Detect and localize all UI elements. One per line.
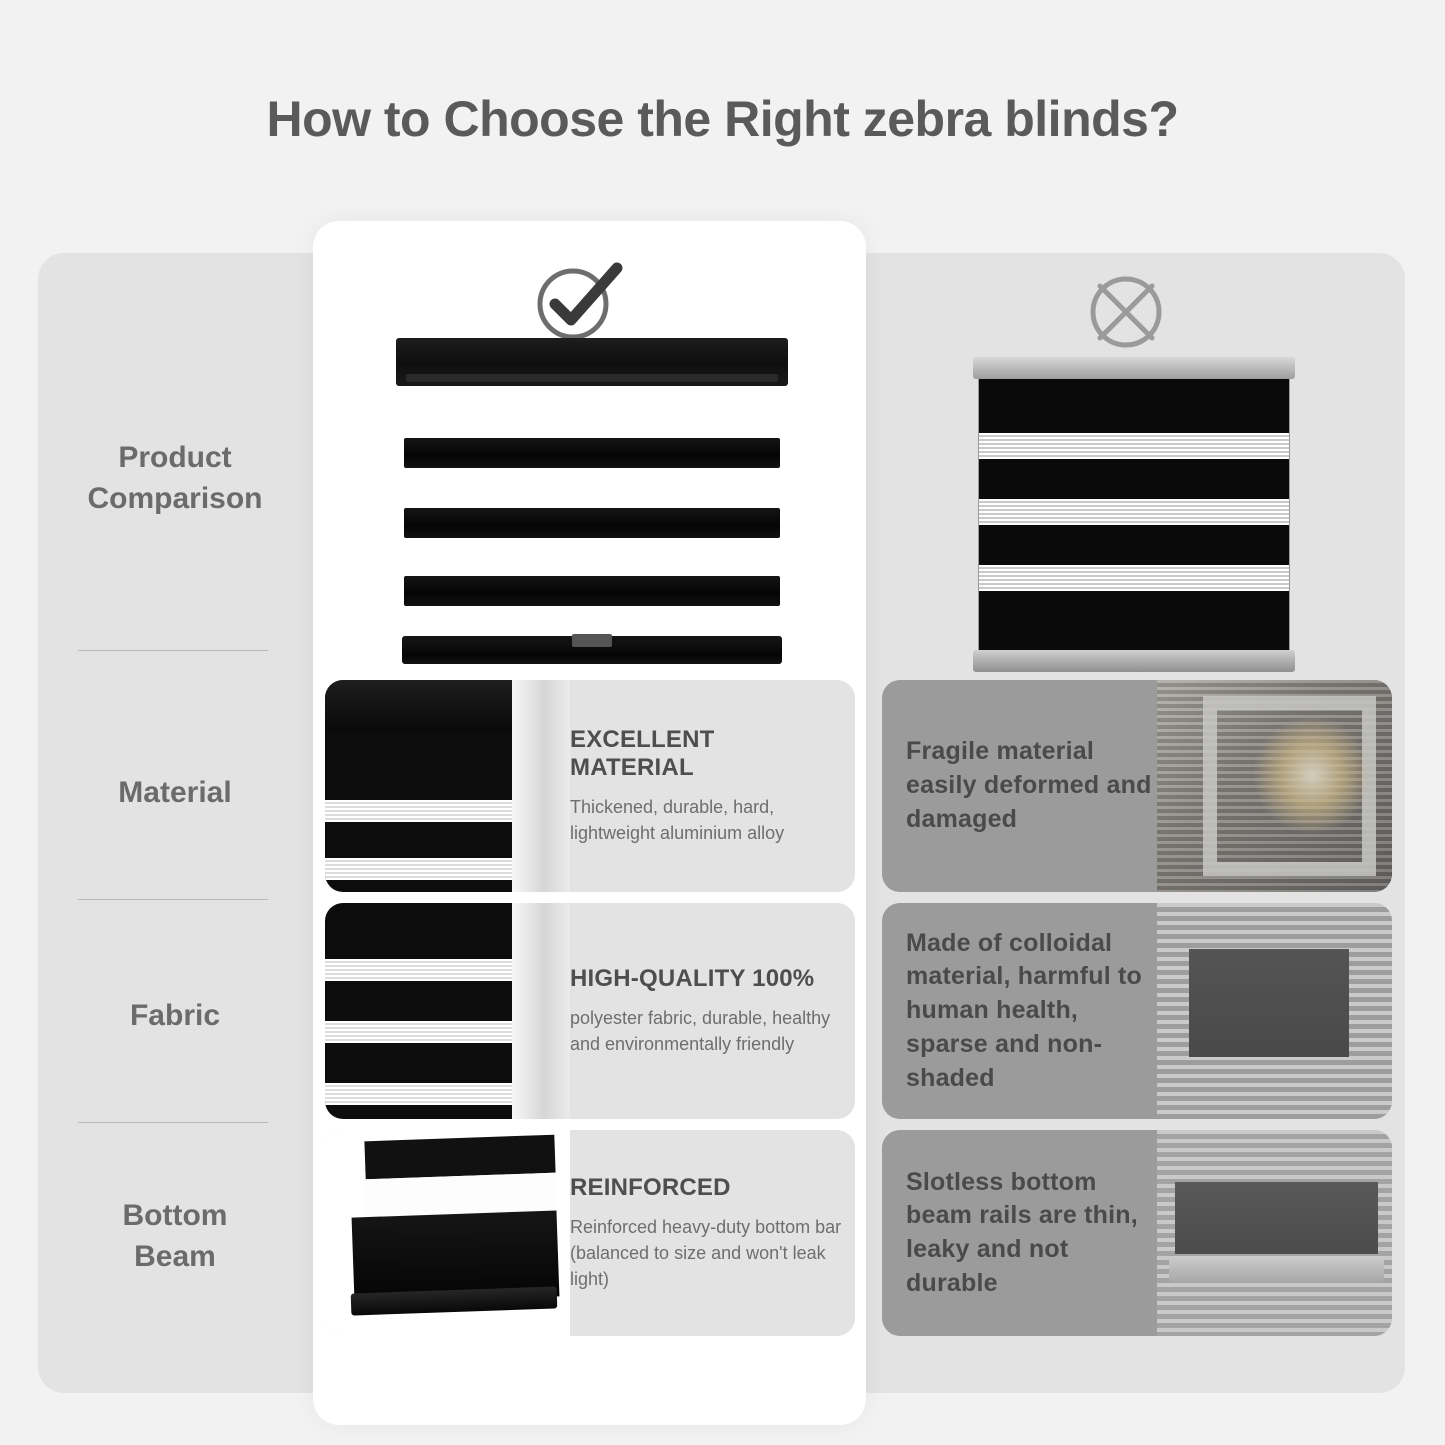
sheer-band — [979, 433, 1289, 459]
card-text — [570, 903, 845, 1119]
sheer-stripe — [325, 1021, 515, 1043]
bad-product-image — [978, 370, 1290, 657]
card-text — [906, 903, 1161, 1119]
card-text — [570, 1130, 845, 1336]
material-photo — [325, 680, 570, 892]
card-text — [906, 1130, 1161, 1336]
rail-divider — [78, 650, 268, 651]
row-label-material: Material — [118, 776, 232, 809]
card-heading: Fragile material easily deformed and damaged — [906, 737, 1152, 833]
blind-section — [364, 1135, 555, 1180]
sheer-band — [979, 499, 1289, 525]
sheer-stripe — [325, 858, 515, 880]
headrail — [396, 338, 788, 386]
blind-closeup — [325, 680, 515, 892]
fabric-photo — [325, 903, 570, 1119]
cross-icon — [1087, 273, 1165, 351]
card-heading: Slotless bottom beam rails are thin, leaky and not durable — [906, 1167, 1138, 1297]
card-body: Reinforced heavy-duty bottom bar (balanced to size and won't leak light) — [570, 1216, 842, 1290]
photo-scrim — [1157, 680, 1392, 892]
window-frame — [512, 680, 570, 892]
good-product-image — [396, 338, 788, 668]
rail-divider — [78, 1122, 268, 1123]
blind-slat — [404, 576, 780, 606]
photo-scrim — [1157, 903, 1392, 1119]
fragile-material-photo — [1157, 680, 1392, 892]
bad-bottom-rail — [973, 650, 1295, 672]
bottom-bar-grip — [572, 634, 612, 647]
card-text — [570, 680, 845, 892]
card-heading: Made of colloidal material, harmful to human health, sparse and non-shaded — [906, 928, 1142, 1092]
good-card-fabric — [325, 903, 855, 1119]
blind-slat — [404, 438, 780, 468]
bad-card-material — [882, 680, 1392, 892]
card-body: polyester fabric, durable, healthy and environmentally friendly — [570, 1007, 831, 1054]
sheer-stripe — [325, 800, 515, 822]
sheer-band — [979, 565, 1289, 591]
bad-headrail — [973, 357, 1295, 379]
card-body: Thickened, durable, hard, lightweight aluminium alloy — [570, 796, 785, 843]
blind-slat — [404, 508, 780, 538]
colloidal-fabric-photo — [1157, 903, 1392, 1119]
row-label-fabric: Fabric — [129, 999, 221, 1032]
row-label-product-comparison: Product Comparison — [87, 441, 263, 516]
card-heading: REINFORCED — [570, 1173, 731, 1201]
slotless-beam-photo — [1157, 1130, 1392, 1336]
bottom-beam-photo — [325, 1130, 570, 1336]
card-text — [906, 680, 1161, 892]
blind-closeup — [325, 903, 515, 1119]
check-icon — [533, 262, 627, 342]
bad-card-bottom-beam — [882, 1130, 1392, 1336]
sheer-stripe — [325, 959, 515, 981]
good-card-material — [325, 680, 855, 892]
page-title: How to Choose the Right zebra blinds? — [266, 91, 1179, 147]
window-frame — [512, 903, 570, 1119]
blind-headrail — [325, 680, 515, 730]
card-heading: EXCELLENT MATERIAL — [570, 725, 715, 781]
rail-divider — [78, 899, 268, 900]
sheer-stripe — [325, 1083, 515, 1105]
good-card-bottom-beam — [325, 1130, 855, 1336]
row-label-bottom-beam: Bottom Beam — [122, 1199, 228, 1274]
photo-scrim — [1157, 1130, 1392, 1336]
bad-card-fabric — [882, 903, 1392, 1119]
card-heading: HIGH-QUALITY 100% — [570, 964, 815, 992]
